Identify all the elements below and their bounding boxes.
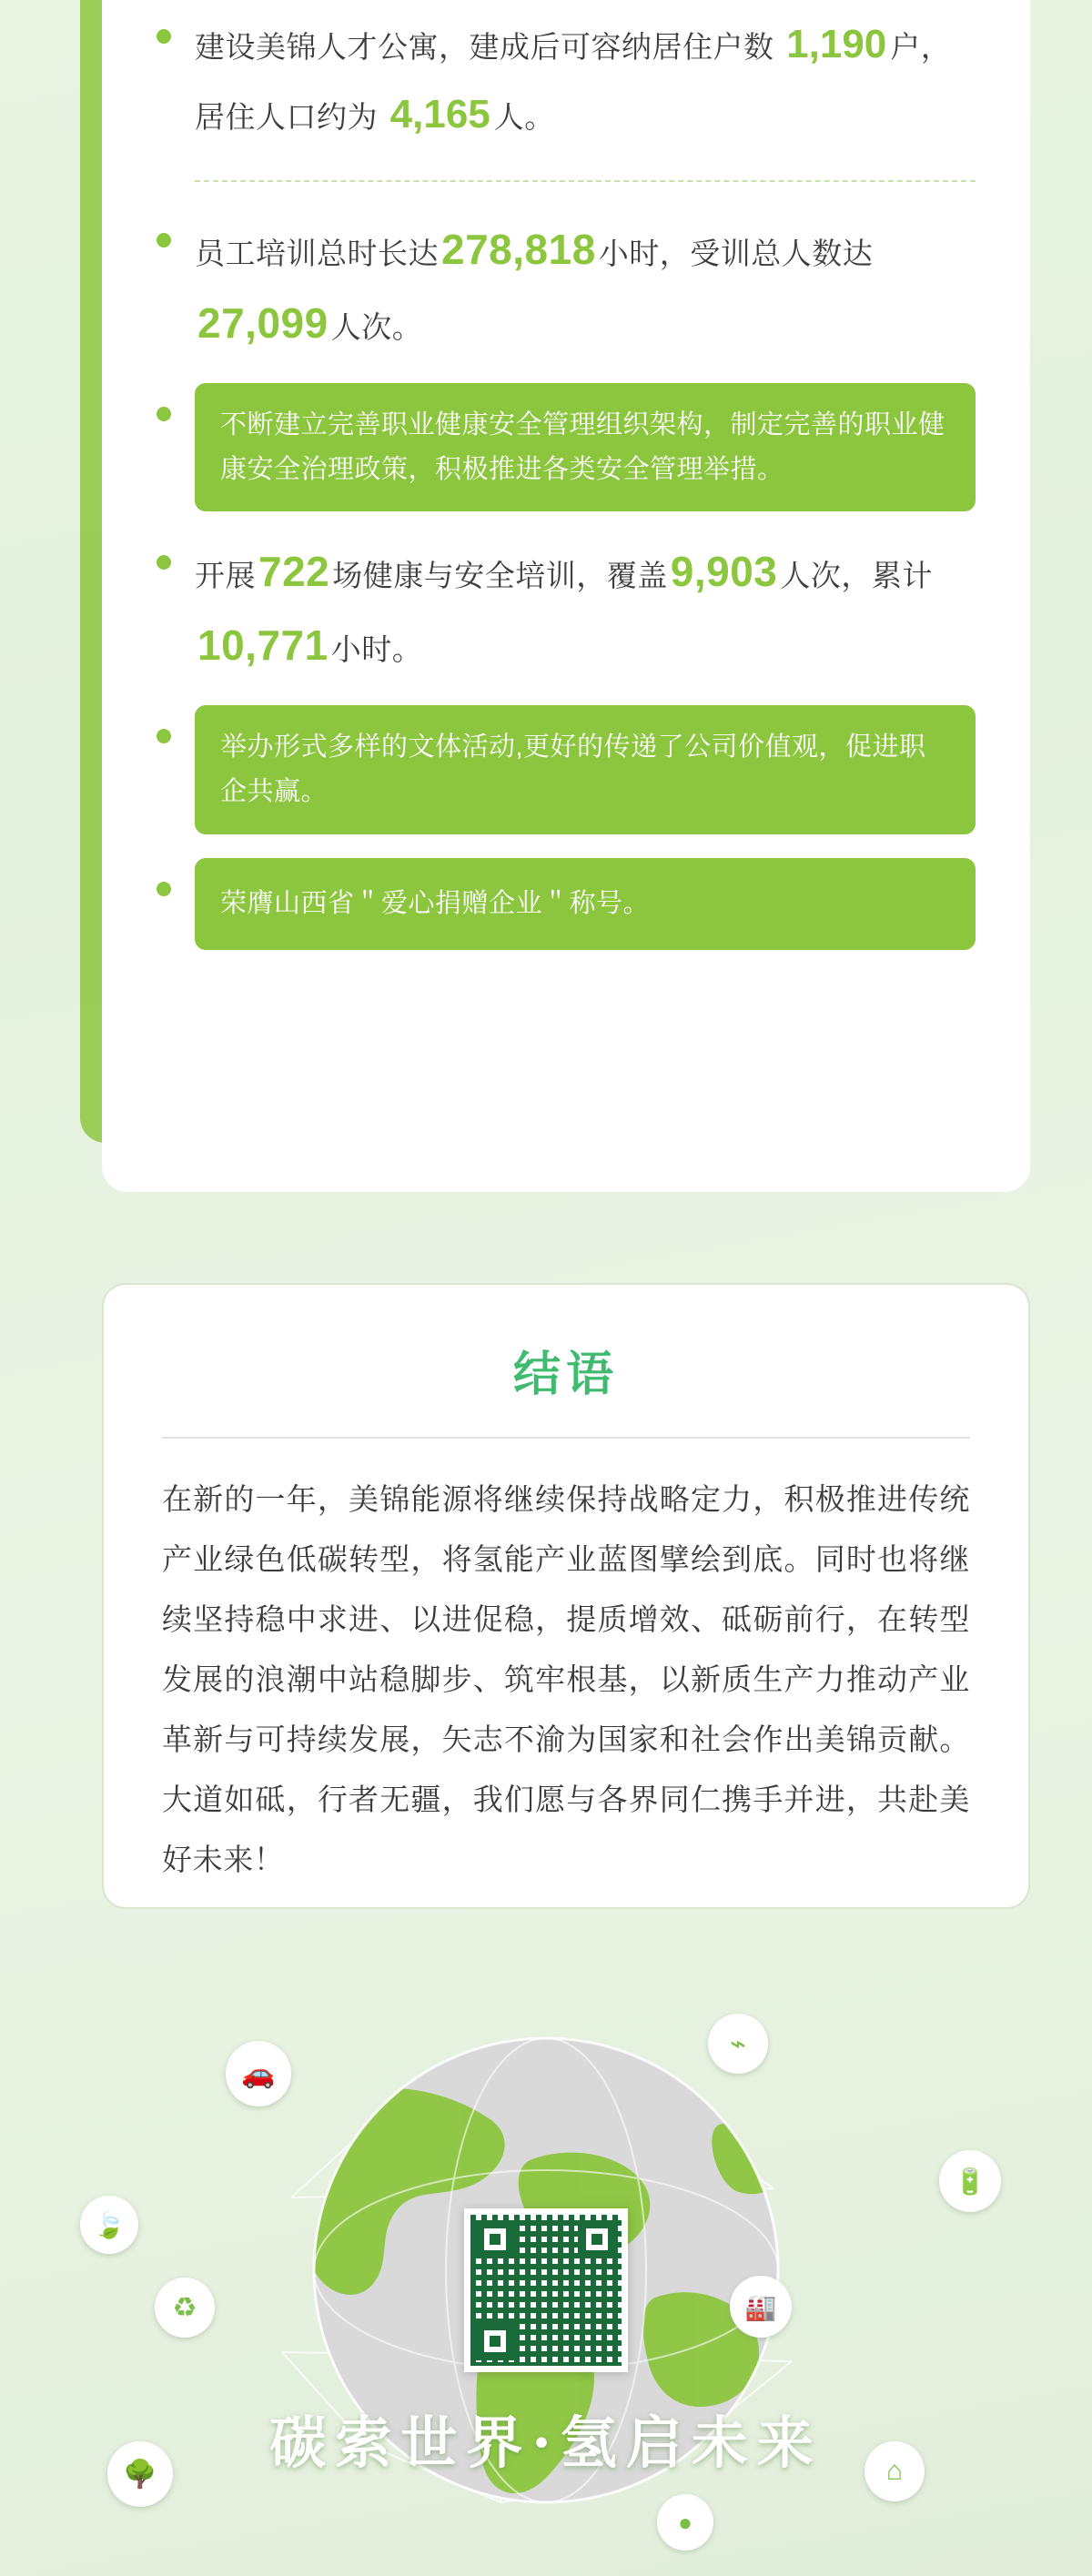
text-fragment: 小时。: [330, 631, 423, 666]
car-icon: 🚗: [226, 2041, 291, 2106]
wind-turbine-icon: ⌁: [708, 2014, 768, 2074]
dashed-divider: [195, 180, 976, 182]
metric-value: 722: [258, 548, 330, 596]
list-item: [157, 213, 976, 359]
qr-eye-bottom-left: [476, 2322, 514, 2360]
bullet-dot-icon: [157, 729, 171, 743]
highlight-box-3: 荣膺山西省＂爱心捐赠企业＂称号。: [195, 858, 976, 950]
conclusion-title: 结语: [512, 1349, 619, 1401]
bullet-dot-icon: [157, 407, 171, 421]
bullet-dot-icon: [157, 882, 171, 896]
list-item: [157, 9, 976, 149]
metric-value: 4,165: [389, 92, 490, 136]
title-underline: [162, 1437, 970, 1439]
house-icon: ⌂: [864, 2441, 925, 2501]
tree-icon: 🌳: [107, 2441, 173, 2507]
text-fragment: 人次。: [330, 309, 423, 344]
text-fragment: 建设美锦人才公寓，建成后可容纳居住户数: [195, 30, 784, 64]
metric-value: 9,903: [670, 548, 778, 596]
footer-illustration: [0, 1915, 1092, 2576]
list-item: [157, 705, 976, 833]
metric-value: 1,190: [786, 22, 887, 66]
text-fragment: 场健康与安全培训，覆盖: [332, 559, 668, 593]
conclusion-body: 在新的一年，美锦能源将继续保持战略定力，积极推进传统产业绿色低碳转型，将氢能产业蓝图擘绘到底。同时也将继续坚持稳中求进、以进促稳，提质增效、砥砺前行，在转型发展的浪潮中站稳脚步、筑牢根基，以新质生产力推动产业革新与可持续发展，矢志不渝为国家和社会作出美锦贡献。大道如砥，行者无疆，我们愿与各界同仁携手并进，共赴美好未来！: [162, 1482, 970, 1876]
qr-code-pattern: [470, 2215, 622, 2366]
list-item: [157, 383, 976, 511]
metric-value: 10,771: [197, 621, 329, 669]
leaf-icon: 🍃: [80, 2196, 138, 2254]
conclusion-card: [102, 1283, 1030, 1909]
text-fragment: 员工培训总时长达: [195, 237, 439, 270]
text-fragment: 户，居住人口约为: [195, 30, 952, 134]
highlight-text-1: [195, 9, 976, 149]
text-fragment: 小时，受训总人数达: [598, 237, 874, 270]
person-icon: ●: [657, 2494, 713, 2551]
bullet-dot-icon: [157, 29, 171, 44]
factory-icon: 🏭: [730, 2276, 792, 2338]
highlight-box-1: 不断建立完善职业健康安全管理组织架构，制定完善的职业健康安全治理政策，积极推进各类安全管理举措。: [195, 383, 976, 511]
list-item: [157, 535, 976, 682]
highlight-text-3: [195, 535, 976, 682]
recycle-icon: ♻: [155, 2278, 215, 2338]
text-fragment: 开展: [195, 559, 256, 593]
qr-eye-top-right: [578, 2220, 616, 2258]
highlight-text-2: [195, 213, 976, 359]
highlight-box-2: 举办形式多样的文体活动,更好的传递了公司价值观，促进职企共赢。: [195, 705, 976, 833]
metric-value: 27,099: [197, 298, 329, 347]
qr-eye-top-left: [476, 2220, 514, 2258]
qr-code[interactable]: [464, 2208, 628, 2372]
battery-icon: 🔋: [939, 2150, 1001, 2212]
metric-value: 278,818: [441, 226, 596, 273]
footer-slogan: 碳索世界·氢启未来: [269, 2409, 823, 2476]
text-fragment: 人。: [493, 100, 555, 134]
bullet-dot-icon: [157, 555, 171, 570]
list-item: [157, 858, 976, 950]
highlights-card: [102, 0, 1030, 1192]
bullet-dot-icon: [157, 233, 171, 247]
text-fragment: 人次，累计: [780, 559, 933, 593]
